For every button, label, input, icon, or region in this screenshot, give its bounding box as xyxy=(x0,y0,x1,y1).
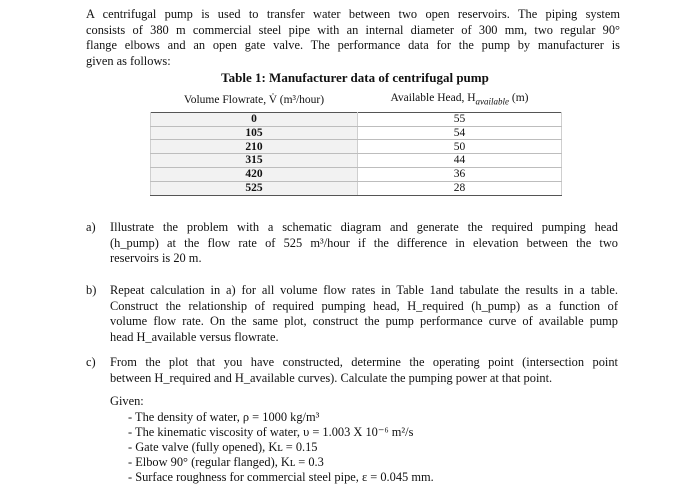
list-item: - Elbow 90° (regular flanged), Kʟ = 0.3 xyxy=(128,455,324,470)
table-row xyxy=(151,168,562,182)
table-row xyxy=(151,140,562,154)
problem-statement xyxy=(86,7,620,69)
intro-line: consists of 380 m commercial steel pipe with an internal diameter of 300 mm, two regular 90° xyxy=(86,22,620,37)
given-list xyxy=(110,410,610,486)
table-row xyxy=(151,154,562,168)
question-label: a) xyxy=(86,220,96,234)
intro-line: flange elbows and an open gate valve. The performance data for the pump by manufacturer is xyxy=(86,38,620,53)
question-a xyxy=(86,220,618,267)
head-subscript: available xyxy=(475,96,510,107)
table-row xyxy=(151,181,562,195)
flow-cell: 315 xyxy=(151,154,358,168)
given-title: Given: xyxy=(110,394,144,408)
flow-cell: 105 xyxy=(151,126,358,140)
question-label: c) xyxy=(86,355,96,369)
flow-cell: 525 xyxy=(151,181,358,195)
head-cell: 55 xyxy=(357,112,561,126)
list-item: - The kinematic viscosity of water, υ = 1.003 X 10⁻⁶ m²/s xyxy=(128,424,414,439)
question-line: Illustrate the problem with a schematic diagram and generate the required pumping head xyxy=(110,220,618,234)
head-cell: 50 xyxy=(357,140,561,154)
question-b xyxy=(86,283,618,345)
table-row xyxy=(151,112,562,126)
intro-line: A centrifugal pump is used to transfer water between two open reservoirs. The piping system xyxy=(86,7,620,21)
head-cell: 36 xyxy=(357,168,561,182)
intro-line: given as follows: xyxy=(86,53,171,68)
flow-cell: 0 xyxy=(151,112,358,126)
table-row xyxy=(151,126,562,140)
flow-cell: 420 xyxy=(151,168,358,182)
list-item: - The density of water, ρ = 1000 kg/m³ xyxy=(128,409,320,424)
head-symbol: Available Head, H xyxy=(390,92,476,104)
head-cell: 44 xyxy=(357,154,561,168)
question-line: From the plot that you have constructed, determine the operating point (intersection point xyxy=(110,355,618,369)
column-header-head xyxy=(357,90,561,112)
table-caption: Table 1: Manufacturer data of centrifugal pump xyxy=(221,70,489,85)
question-line: volume flow rate. On the same plot, construct the pump performance curve of available pump xyxy=(110,314,618,329)
question-line: (h_pump) at the flow rate of 525 m³/hour if the difference in elevation between the two xyxy=(110,235,618,250)
question-line: reservoirs is 20 m. xyxy=(110,251,202,266)
head-cell: 28 xyxy=(357,181,561,195)
question-line: Construct the relationship of required pumping head, H_required (h_pump) as a function of xyxy=(110,298,618,313)
list-item: - Surface roughness for commercial steel pipe, ε = 0.045 mm. xyxy=(128,470,434,485)
question-line: Repeat calculation in a) for all volume flow rates in Table 1and tabulate the results in a table. xyxy=(110,283,618,297)
question-line: between H_required and H_available curves). Calculate the pumping power at that point. xyxy=(110,370,553,385)
question-label: b) xyxy=(86,283,97,297)
pump-data-table xyxy=(150,90,562,196)
question-c xyxy=(86,355,618,386)
flow-cell: 210 xyxy=(151,140,358,154)
given-section xyxy=(110,394,610,486)
column-header-flowrate: Volume Flowrate, V̇ (m³/hour) xyxy=(183,93,325,106)
question-line: head H_available versus flowrate. xyxy=(110,329,279,344)
list-item: - Gate valve (fully opened), Kʟ = 0.15 xyxy=(128,440,318,454)
head-unit: (m) xyxy=(509,92,529,104)
head-cell: 54 xyxy=(357,126,561,140)
